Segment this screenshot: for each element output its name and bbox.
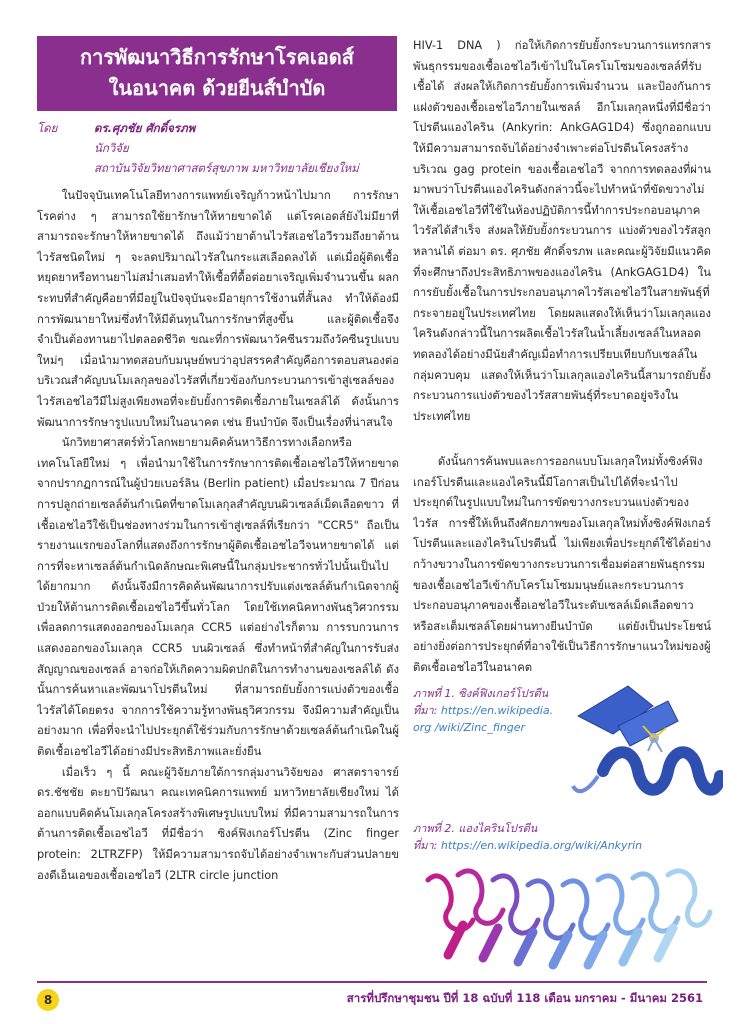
figure-1-caption (413, 685, 563, 736)
figure-2-source-label: ที่มา: (413, 839, 438, 852)
page-footer (37, 981, 707, 1011)
figure-2-title: ภาพที่ 2. แองไครินโปรตีน (413, 822, 538, 835)
byline-label: โดย (37, 121, 58, 135)
title-line-2: ในอนาคต ด้วยยีนส์บำบัด (108, 76, 326, 100)
zinc-finger-protein-image (558, 676, 723, 816)
body-paragraph: ในปัจจุบันเทคโนโลยีทางการแพทย์เจริญก้าวหน้าไปมาก การรักษาโรคต่าง ๆ สามารถใช้ยารักษาให้หายขาดได้ แต่โรคเอดส์ยังไม่มียาที่สามารถจะรักษาให้หายขาดได้ ถึงแม้ว่ายาต้านไวรัสเอชไอวีรวมถึงยาต้านไวรัสชนิดใหม่ ๆ จะลดปริมาณไวรัสในกระแสเลือดลงได้ แต่เมื่อผู้ติดเชื้อหยุดยาหรือทานยาไม่สม่ำเสมอทำให้เชื้อที่ดื้อต่อยาเจริญเพิ่มจำนวนขึ้น ผลกระทบที่สำคัญคือยาที่มีอยู่ในปัจจุบันจะมีอายุการใช้งานที่สั้นลง ทำให้ต้องมีการพัฒนายาใหม่ซึ่งทำให้มีต้นทุนในการรักษาที่สูงขึ้น และผู้ติดเชื้อจึงจำเป็นต้องทานยาไปตลอดชีวิต ขณะที่การพัฒนาวัคซีนรวมถึงวัคซีนรูปแบบใหม่ๆ เมื่อนำมาทดสอบกับมนุษย์พบว่าอุปสรรคสำคัญคือการตอบสนองต่อบริเวณสำคัญบนโมเลกุลของไวรัสที่เกี่ยวข้องกับกระบวนการเข้าสู่เซลล์ของไวรัสเอชไอวีมีไม่สูงเพียงพอที่จะยับยั้งการติดเชื้อภายในเซลล์ได้ ดังนั้นการพัฒนาการรักษารูปแบบใหม่ในอนาคต เช่น ยีนบำบัด จึงเป็นเรื่องที่น่าสนใจ (37, 189, 399, 429)
publication-info: สารที่ปรึกษาชุมชน ปีที่ 18 ฉบับที่ 118 เดือน มกราคม - มีนาคม 2561 (346, 991, 703, 1005)
body-paragraph: ดังนั้นการค้นพบและการออกแบบโมเลกุลใหม่ทั้งซิงค์ฟิงเกอร์โปรตีนและแองไครินนี้มีโอกาสเป็นไปได้ที่จะนำไปประยุกต์ในรูปแบบใหม่ในการขัดขวางกระบวนแบ่งตัวของไวรัส การชี้ให้เห็นถึงศักยภาพของโมเลกุลใหม่ทั้งซิงค์ฟิงเกอร์โปรตีนและแองไครินโปรตีนนี้ ไม่เพียงเพื่อประยุกต์ใช้ได้อย่างกว้างขวางในการขัดขวางกระบวนการเชื่อมต่อสายพันธุกรรมของเชื้อเอชไอวีเข้ากับโครโมโซมมนุษย์และกระบวนการประกอบอนุภาคของเชื้อเอชไอวีในระดับเซลล์เม็ดเลือดขาวหรือสะเต็มเซลล์โดยผ่านทางยีนบำบัด แต่ยังเป็นประโยชน์อย่างยิ่งต่อการประยุกต์ที่อาจใช้เป็นวิธีการรักษาแนวใหม่ของผู้ติดเชื้อเอชไอวีในอนาคต (413, 455, 711, 674)
figure-1-source-link-cont[interactable]: org /wiki/Zinc_finger (413, 721, 526, 734)
title-line-1: การพัฒนาวิธีการรักษาโรคเอดส์ (80, 45, 354, 69)
body-paragraph: เมื่อเร็ว ๆ นี้ คณะผู้วิจัยภายใต้การกลุ่มงานวิจัยของ ศาสตราจารย์ ดร.ชัชชัย ตะยาปิวัฒนา คณะเทคนิคการแพทย์ มหาวิทยาลัยเชียงใหม่ ได้ออกแบบคิดค้นโมเลกุลโครงสร้างพิเศษรูปแบบใหม่ ที่มีความสามารถในการต้านการติดเชื้อเอชไอวี ที่มีชื่อว่า ซิงค์ฟิงเกอร์โปรตีน (Zinc finger protein: 2LTRZFP) ให้มีความสามารถจับได้อย่างจำเพาะกับส่วนปลายของดีเอ็นเอของเชื้อเอชไอวี (2LTR circle junction (37, 765, 399, 882)
article-title (37, 36, 397, 111)
body-paragraph: นักวิทยาศาสตร์ทั่วโลกพยายามคิดค้นหาวิธีการทางเลือกหรือเทคโนโลยีใหม่ ๆ เพื่อนำมาใช้ในการรักษาการติดเชื้อเอชไอวีให้หายขาด จากปรากฏการณ์ในผู้ป่วยเบอร์ลิน (Berlin patient) เมื่อประมาณ 7 ปีก่อน การปลูกถ่ายเซลล์ต้นกำเนิดที่ขาดโมเลกุลสำคัญบนผิวเซลล์เม็ดเลือดขาว ที่เชื้อเอชไอวีใช้เป็นช่องทางร่วมในการเข้าสู่เซลล์ที่เรียกว่า "CCR5" ถือเป็นรายงานแรกของโลกที่แสดงถึงการรักษาผู้ติดเชื้อเอชไอวีจนหายขาดได้ แต่การที่จะหาเซลล์ต้นกำเนิดลักษณะพิเศษนี้ในกลุ่มประชากรทั่วไปนั้นเป็นไปได้ยากมาก ดังนั้นจึงมีการคิดค้นพัฒนาการปรับแต่งเซลล์ต้นกำเนิดจากผู้ป่วยให้ต้านการติดเชื้อเอชไอวีขึ้นทั่วโลก โดยใช้เทคนิคทางพันธุวิศวกรรมเพื่อลดการแสดงออกของโมเลกุล CCR5 แต่อย่างไรก็ตาม การรบกวนการแสดงออกของโมเลกุล CCR5 บนผิวเซลล์ ซึ่งทำหน้าที่สำคัญในการรับส่งสัญญาณของเซลล์ อาจก่อให้เกิดความผิดปกติในการทำงานของเซลล์ได้ ดังนั้นการค้นหาและพัฒนาโปรตีนใหม่ ที่สามารถยับยั้งการแบ่งตัวของเชื้อไวรัสได้โดยตรง จากการใช้ความรู้ทางพันธุวิศวกรรม จึงมีความสำคัญเป็นอย่างมาก เพื่อที่จะนำไปประยุกต์ใช้ร่วมกับการรักษาด้วยเซลล์ต้นกำเนิดในผู้ติดเชื้อเอชไอวีได้อย่างมีประสิทธิภาพและยั่งยืน (37, 436, 399, 759)
figure-1-title: ภาพที่ 1. ซิงค์ฟิงเกอร์โปรตีน (413, 687, 549, 700)
body-column-right-bottom (413, 452, 711, 682)
author-role: นักวิจัย (94, 141, 129, 155)
figure-1-source-link[interactable]: https://en.wikipedia. (440, 704, 554, 717)
body-column-left (37, 186, 399, 971)
figure-2-source-link[interactable]: https://en.wikipedia.org/wiki/Ankyrin (440, 839, 643, 852)
author-name: ดร.ศุภชัย ศักดิ์จรภพ (94, 121, 196, 135)
figure-1-source-label: ที่มา: (413, 704, 438, 717)
body-column-right-top (413, 36, 711, 448)
page-number: 8 (37, 989, 59, 1011)
body-paragraph: HIV-1 DNA ) ก่อให้เกิดการยับยั้งกระบวนการแทรกสารพันธุกรรมของเชื้อเอชไอวีเข้าไปในโครโมโซมของเซลล์ที่รับเชื้อได้ ส่งผลให้เกิดการยับยั้งการเพิ่มจำนวน และป้องกันการแฝงตัวของเชื้อเอชไอวีภายในเซลล์ อีกโมเลกุลหนึ่งที่มีชื่อว่าโปรตีนแองไคริน (Ankyrin: AnkGAG1D4) ซึ่งถูกออกแบบให้มีความสามารถจับได้อย่างจำเพาะต่อโปรตีนโครงสร้างบริเวณ gag protein ของเชื้อเอชไอวี จากการทดลองที่ผ่านมาพบว่าโปรตีนแองไครินดังกล่าวนี้จะไปทำหน้าที่ขัดขวางไม่ให้เชื้อเอชไอวีที่ใช้ในห้องปฏิบัติการนี้ทำการประกอบอนุภาคไวรัสได้สำเร็จ ส่งผลให้ยับยั้งกระบวนการ แบ่งตัวของไวรัสลูกหลานได้ ต่อมา ดร. ศุภชัย ศักดิ์จรภพ และคณะผู้วิจัยมีแนวคิดที่จะศึกษาถึงประสิทธิภาพของแองไคริน (AnkGAG1D4) ในการยับยั้งเชื้อในการประกอบอนุภาคไวรัสเอชไอวีในสายพันธุ์ที่กระจายอยู่ในประเทศไทย โดยผลแสดงให้เห็นว่าโมเลกุลแองไครินดังกล่าวนี้ในการผลิตเชื้อไวรัสในน้ำเลี้ยงเซลล์ในหลอดทดลองได้อย่างมีนัยสำคัญเมื่อทำการเปรียบเทียบกับเซลล์ในกลุ่มควบคุม แสดงให้เห็นว่าโมเลกุลแองไครินนี้สามารถยับยั้งกระบวนการแบ่งตัวของไวรัสสายพันธุ์ที่ระบาดอยู่จริงในประเทศไทย (413, 39, 711, 423)
ankyrin-protein-image (418, 850, 718, 980)
figure-2-caption (413, 820, 713, 854)
author-affiliation: สถาบันวิจัยวิทยาศาสตร์สุขภาพ มหาวิทยาลัยเชียงใหม่ (94, 161, 359, 175)
